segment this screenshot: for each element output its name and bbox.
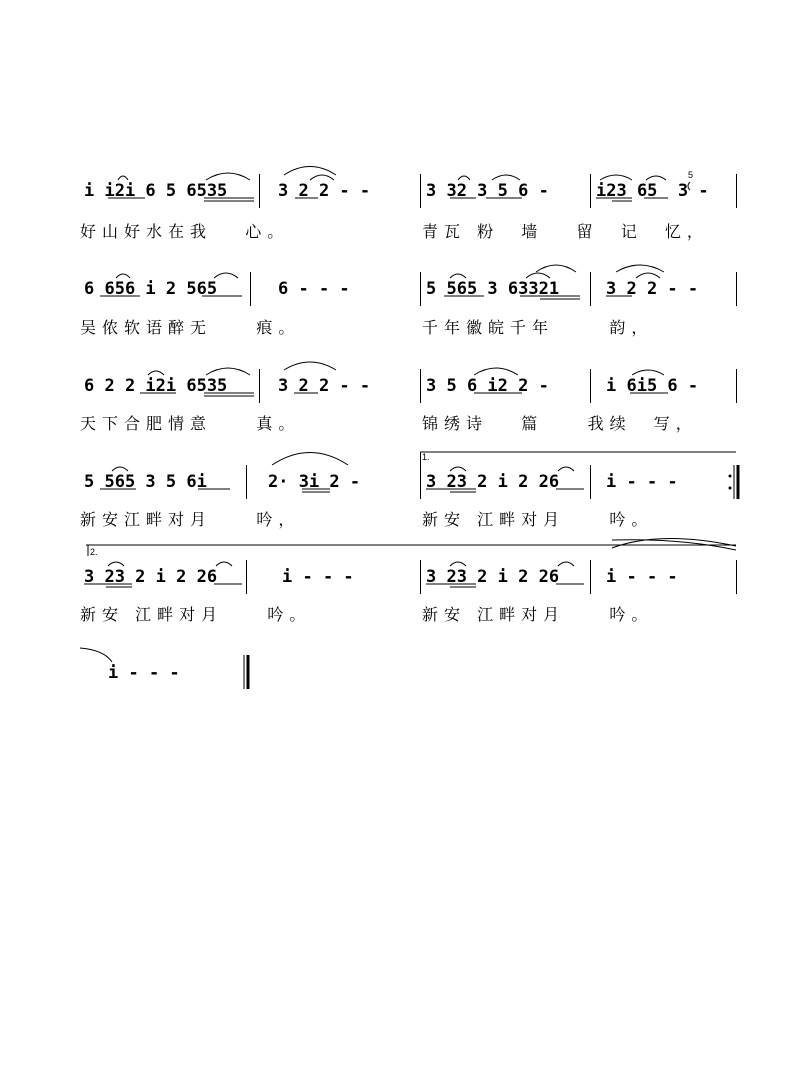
notes-row6-m1: i - - - bbox=[108, 663, 180, 683]
notes-row1-m2: 3 2 2 - - bbox=[278, 181, 371, 201]
notes-row4-m3: 3 23 2 i 2 26 bbox=[426, 472, 560, 492]
notes-row4-m1: 5 565 3 5 6i bbox=[84, 472, 207, 492]
notes-row1-m3: 3 32 3 5 6 - bbox=[426, 181, 549, 201]
barline bbox=[420, 452, 421, 499]
barline bbox=[250, 272, 251, 306]
barline bbox=[736, 369, 737, 403]
barline bbox=[590, 465, 591, 499]
notes-row5-m4: i - - - bbox=[606, 567, 678, 587]
barline bbox=[590, 174, 591, 208]
notes-row1-m4: i23 65 3 - bbox=[596, 181, 709, 201]
volta-1-label: 1. bbox=[422, 452, 430, 462]
barline bbox=[736, 174, 737, 208]
barline bbox=[259, 369, 260, 403]
barline bbox=[246, 560, 247, 594]
lyrics-row2-right: 千年徽皖千年 韵， bbox=[422, 318, 654, 337]
barline bbox=[590, 560, 591, 594]
barline bbox=[736, 272, 737, 306]
notes-row3-m1: 6 2 2 i2i 6535 bbox=[84, 376, 228, 396]
notes-row5-m1: 3 23 2 i 2 26 bbox=[84, 567, 218, 587]
notes-row3-m3: 3 5 6 i2 2 - bbox=[426, 376, 549, 396]
notes-row4-m4: i - - - bbox=[606, 472, 678, 492]
volta-2-label: 2. bbox=[90, 547, 98, 557]
notes-row2-m4: 3 2 2 - - bbox=[606, 279, 699, 299]
lyrics-row4-right: 新安 江畔对月 吟。 bbox=[422, 510, 654, 529]
lyrics-row3-right: 锦绣诗 篇 我续 写， bbox=[422, 414, 698, 433]
notes-row3-m4: i 6i5 6 - bbox=[606, 376, 699, 396]
lyrics-row5-right: 新安 江畔对月 吟。 bbox=[422, 605, 654, 624]
lyrics-row1-right: 青瓦 粉 墙 留 记 忆， bbox=[422, 222, 709, 241]
barline bbox=[420, 560, 421, 594]
lyrics-row1-left: 好山好水在我 心。 bbox=[80, 222, 290, 241]
grace-note: 5 bbox=[688, 170, 694, 180]
notes-row3-m2: 3 2 2 - - bbox=[278, 376, 371, 396]
barline bbox=[590, 369, 591, 403]
lyrics-row3-left: 天下合肥情意 真。 bbox=[80, 414, 301, 433]
notes-row2-m2: 6 - - - bbox=[278, 279, 350, 299]
notes-row2-m3: 5 565 3 63321 bbox=[426, 279, 560, 299]
notes-row5-m3: 3 23 2 i 2 26 bbox=[426, 567, 560, 587]
lyrics-row4-left: 新安江畔对月 吟， bbox=[80, 510, 301, 529]
barline bbox=[420, 272, 421, 306]
notes-row5-m2: i - - - bbox=[282, 567, 354, 587]
barline bbox=[246, 465, 247, 499]
lyrics-row2-left: 吴侬软语醉无 痕。 bbox=[80, 318, 301, 337]
notes-row2-m1: 6 656 i 2 565 bbox=[84, 279, 218, 299]
barline bbox=[259, 174, 260, 208]
lyrics-row5-left: 新安 江畔对月 吟。 bbox=[80, 605, 312, 624]
notes-row4-m2: 2· 3i 2 - bbox=[268, 472, 361, 492]
barline bbox=[420, 174, 421, 208]
barline bbox=[420, 369, 421, 403]
barline bbox=[590, 272, 591, 306]
notes-row1-m1: i i2i 6 5 6535 bbox=[84, 181, 228, 201]
barline bbox=[736, 560, 737, 594]
